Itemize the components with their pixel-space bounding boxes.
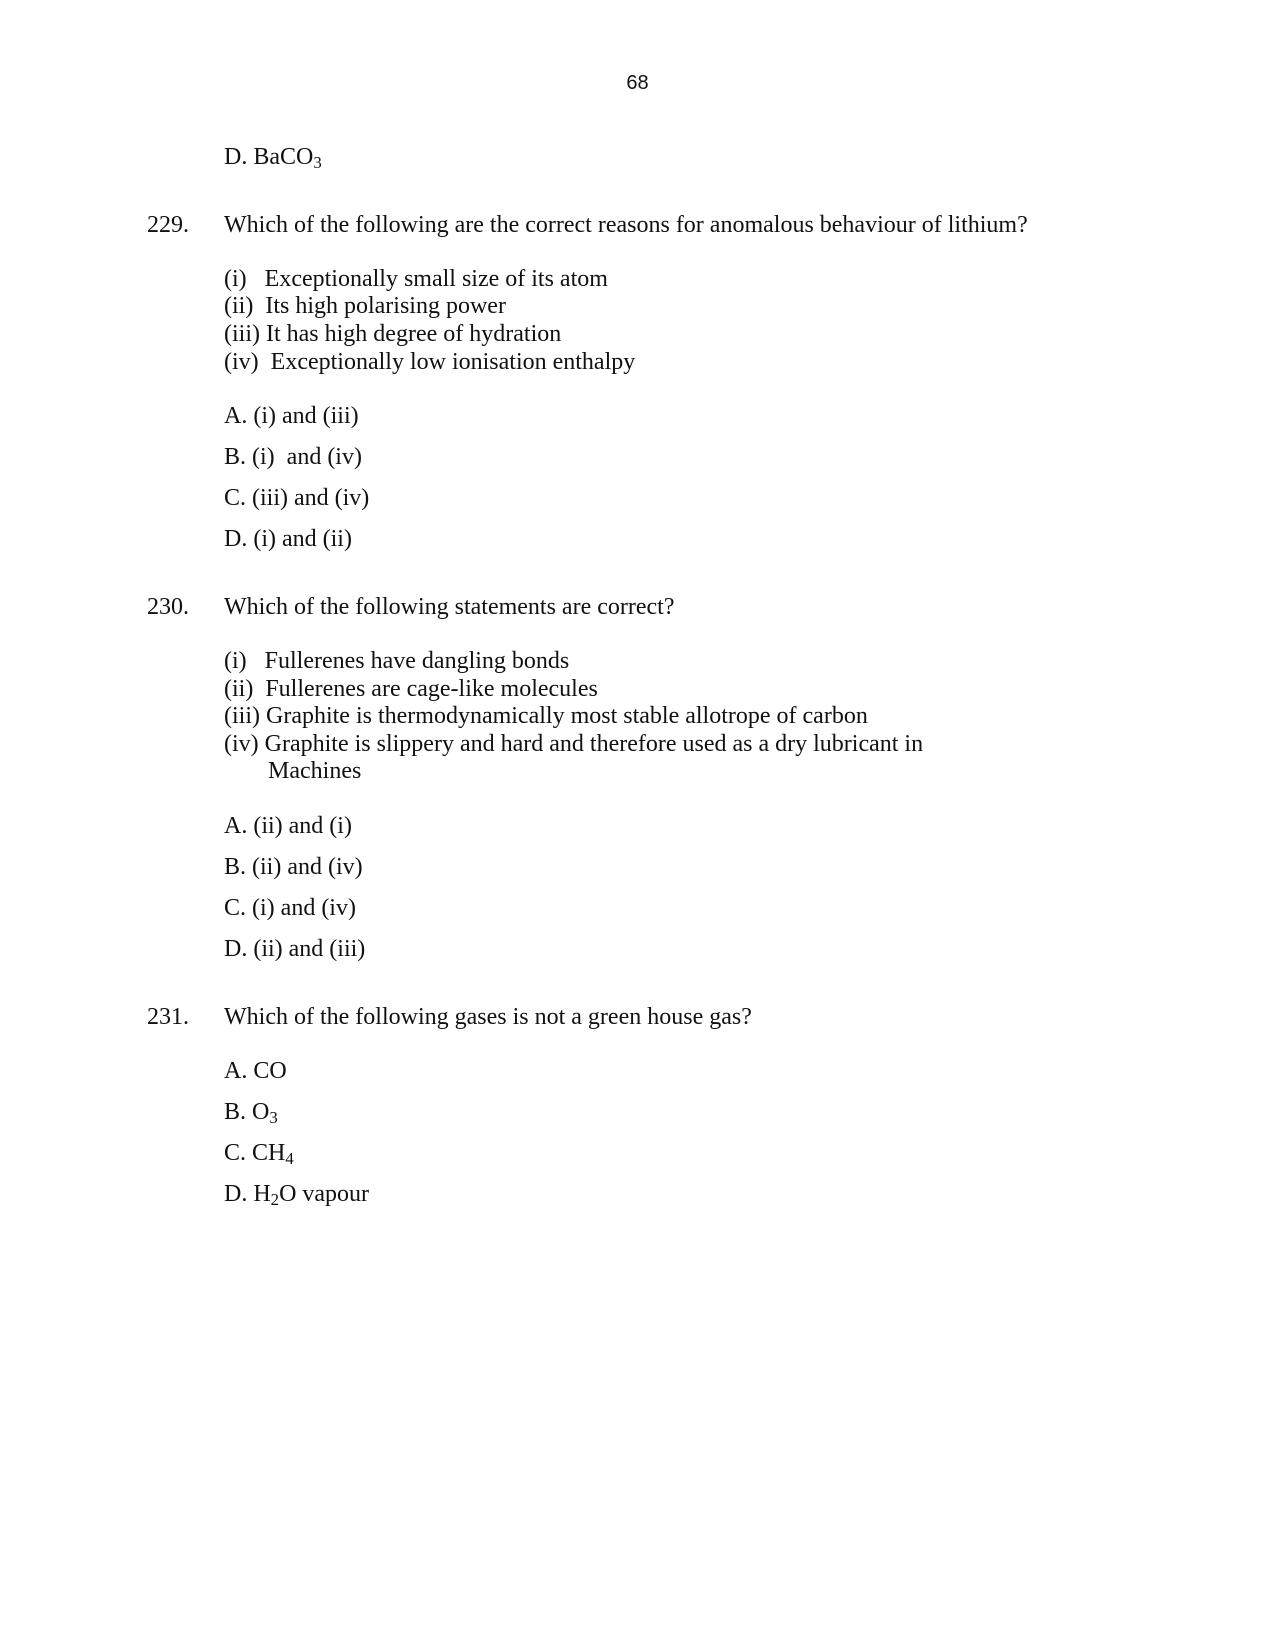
answer-option: B. $O_3$	[224, 1099, 278, 1128]
subscript: 4	[285, 1149, 294, 1169]
page-number: 68	[626, 72, 649, 94]
option-text: BaCO	[253, 144, 314, 170]
answer-option: B. (i) and (iv)	[224, 444, 362, 470]
question-number: 229.	[147, 212, 189, 238]
statement: (iii) It has high degree of hydration	[224, 321, 562, 347]
statement: (iii) Graphite is thermodynamically most stable allotrope of carbon	[224, 703, 868, 729]
answer-option: C. (i) and (iv)	[224, 895, 356, 921]
question-text: Which of the following statements are correct?	[224, 594, 675, 620]
question-number: 231.	[147, 1004, 189, 1030]
answer-option: A. (ii) and (i)	[224, 813, 352, 839]
question-number: 230.	[147, 594, 189, 620]
answer-option: D. $H_2O$ vapour	[224, 1181, 370, 1210]
statement: (i) Exceptionally small size of its atom	[224, 266, 608, 292]
question-text: Which of the following gases is not a green house gas?	[224, 1004, 752, 1030]
question-text: Which of the following are the correct reasons for anomalous behaviour of lithium?	[224, 212, 1028, 238]
answer-option: A. CO	[224, 1058, 287, 1084]
answer-option: B. (ii) and (iv)	[224, 854, 363, 880]
answer-option: D. (ii) and (iii)	[224, 936, 366, 962]
subscript: 3	[313, 153, 322, 173]
prev-option-d	[224, 143, 322, 172]
statement: (ii) Fullerenes are cage-like molecules	[224, 676, 598, 702]
answer-option: C. (iii) and (iv)	[224, 485, 370, 511]
statement: (ii) Its high polarising power	[224, 293, 506, 319]
statement: (i) Fullerenes have dangling bonds	[224, 648, 570, 674]
option-label: D.	[224, 144, 248, 170]
statement-continuation: Machines	[268, 758, 362, 784]
answer-option: C. $CH_4$	[224, 1140, 294, 1169]
statement: (iv) Graphite is slippery and hard and therefore used as a dry lubricant in	[224, 731, 924, 757]
subscript: 3	[269, 1108, 278, 1128]
subscript: 2	[270, 1190, 280, 1210]
answer-option: D. (i) and (ii)	[224, 526, 352, 552]
statement: (iv) Exceptionally low ionisation enthalpy	[224, 349, 636, 375]
answer-option: A. (i) and (iii)	[224, 403, 359, 429]
